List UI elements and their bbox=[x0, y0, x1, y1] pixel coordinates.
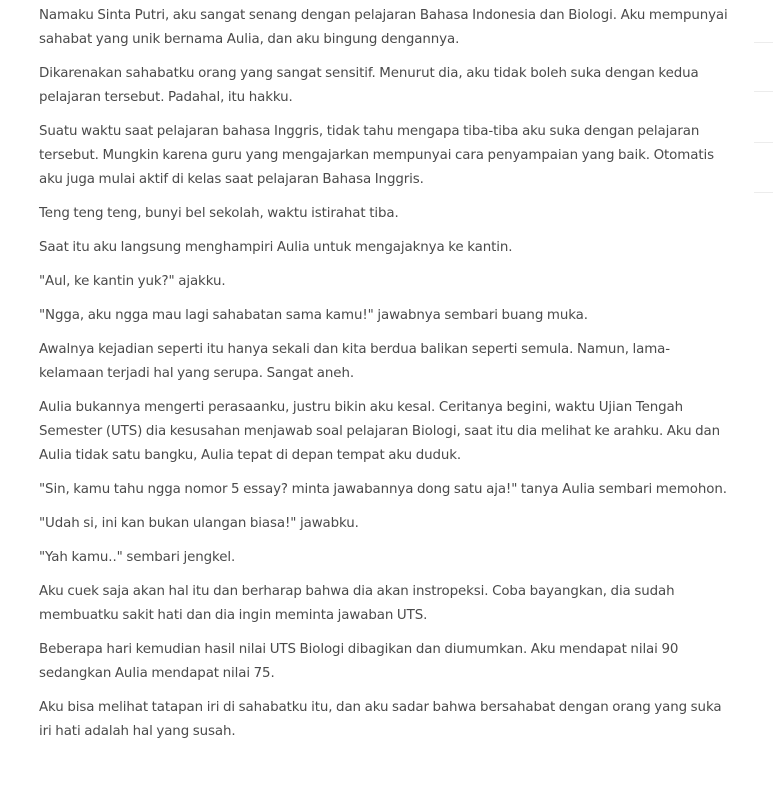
paragraph: Saat itu aku langsung menghampiri Aulia untuk mengajaknya ke kantin. bbox=[39, 240, 513, 255]
paragraph: Aku cuek saja akan hal itu dan berharap bahwa dia akan instropeksi. Coba bayangkan, dia sudah membuatku sakit hati dan dia ingin meminta jawaban UTS. bbox=[39, 584, 675, 623]
paragraph: Suatu waktu saat pelajaran bahasa Inggris, tidak tahu mengapa tiba-tiba aku suka dengan pelajaran tersebut. Mungkin karena guru yang mengajarkan mempunyai cara penyampaian yang baik. Otomatis aku juga mulai aktif di kelas saat pelajaran Bahasa Inggris. bbox=[39, 124, 714, 187]
paragraph: "Udah si, ini kan bukan ulangan biasa!" jawabku. bbox=[39, 516, 359, 531]
paragraph: Aku bisa melihat tatapan iri di sahabatku itu, dan aku sadar bahwa bersahabat dengan orang yang suka iri hati adalah hal yang susah. bbox=[39, 700, 722, 739]
divider bbox=[754, 42, 773, 43]
article-body bbox=[39, 4, 729, 754]
paragraph: "Yah kamu.." sembari jengkel. bbox=[39, 550, 236, 565]
paragraph: Namaku Sinta Putri, aku sangat senang dengan pelajaran Bahasa Indonesia dan Biologi. Aku mempunyai sahabat yang unik bernama Aulia, dan aku bingung dengannya. bbox=[39, 8, 728, 47]
paragraph: Aulia bukannya mengerti perasaanku, justru bikin aku kesal. Ceritanya begini, waktu Ujian Tengah Semester (UTS) dia kesusahan menjawab soal pelajaran Biologi, saat itu dia melihat ke arahku. Aku dan Aulia tidak satu bangku, Aulia tepat di depan tempat aku duduk. bbox=[39, 400, 721, 463]
divider bbox=[754, 142, 773, 143]
sidebar-edge bbox=[754, 0, 773, 800]
paragraph: Awalnya kejadian seperti itu hanya sekali dan kita berdua balikan seperti semula. Namun, lama-kelamaan terjadi hal yang serupa. Sangat aneh. bbox=[39, 342, 671, 381]
divider bbox=[754, 91, 773, 92]
paragraph: "Aul, ke kantin yuk?" ajakku. bbox=[39, 274, 226, 289]
paragraph: "Sin, kamu tahu ngga nomor 5 essay? minta jawabannya dong satu aja!" tanya Aulia sembari memohon. bbox=[39, 482, 727, 497]
divider bbox=[754, 192, 773, 193]
paragraph: Teng teng teng, bunyi bel sekolah, waktu istirahat tiba. bbox=[39, 206, 399, 221]
paragraph: Beberapa hari kemudian hasil nilai UTS Biologi dibagikan dan diumumkan. Aku mendapat nilai 90 sedangkan Aulia mendapat nilai 75. bbox=[39, 642, 679, 681]
paragraph: Dikarenakan sahabatku orang yang sangat sensitif. Menurut dia, aku tidak boleh suka dengan kedua pelajaran tersebut. Padahal, itu hakku. bbox=[39, 66, 699, 105]
paragraph: "Ngga, aku ngga mau lagi sahabatan sama kamu!" jawabnya sembari buang muka. bbox=[39, 308, 588, 323]
